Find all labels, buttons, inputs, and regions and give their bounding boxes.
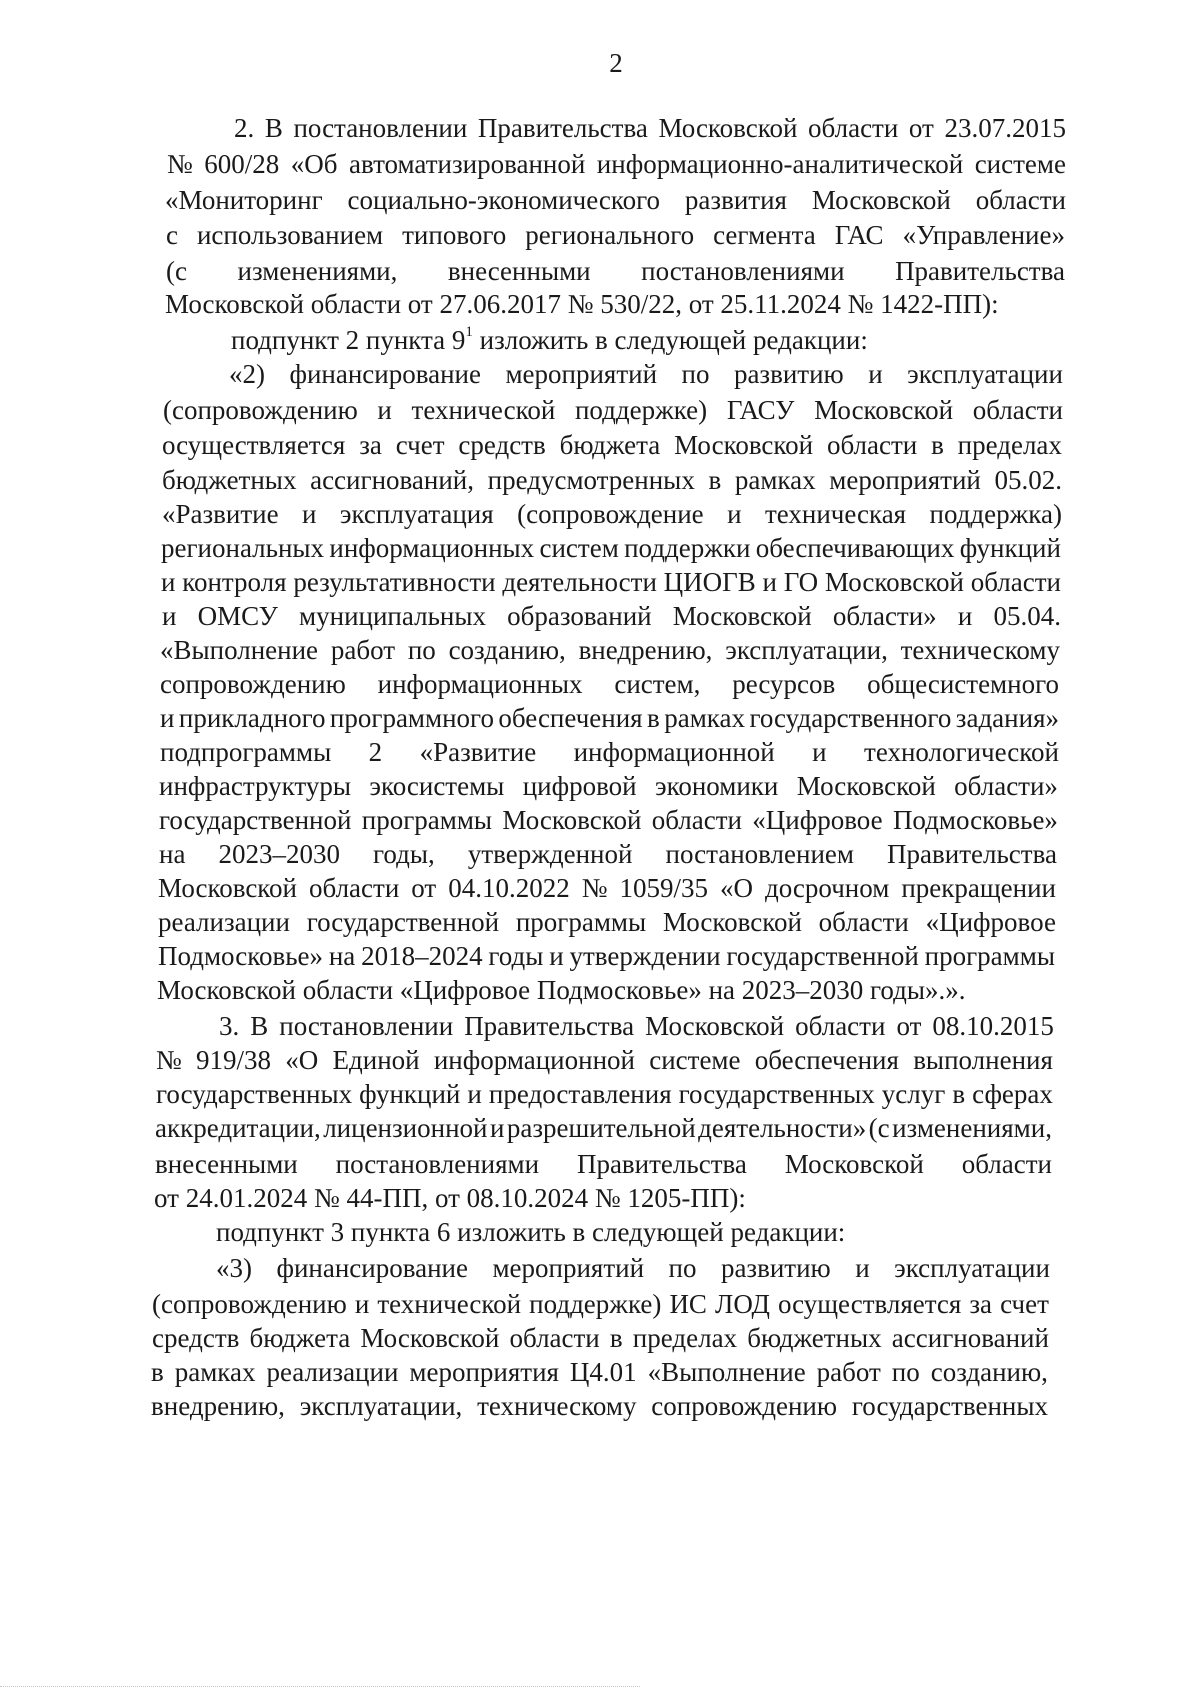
text-line: Московской области от 04.10.2022 № 1059/35 «О досрочном прекращении — [158, 873, 1056, 903]
text-line: сопровождению информационных систем, ресурсов общесистемного — [160, 669, 1059, 699]
text-line: Московской области «Цифровое Подмосковье» на 2023–2030 годы».». — [157, 975, 966, 1005]
text-line: № 919/38 «О Единой информационной системе обеспечения выполнения — [156, 1045, 1053, 1075]
text-line: внедрению, эксплуатации, техническому сопровождению государственных — [151, 1391, 1048, 1421]
text-line: от 24.01.2024 № 44-ПП, от 08.10.2024 № 1205-ПП): — [154, 1183, 746, 1213]
text-line: государственных функций и предоставления государственных услуг в сферах — [156, 1079, 1053, 1109]
text-line: «3) финансирование мероприятий по развитию и эксплуатации — [216, 1253, 1050, 1283]
text-line: «Развитие и эксплуатация (сопровождение и техническая поддержка) — [162, 499, 1062, 529]
text-line: № 600/28 «Об автоматизированной информационно-аналитической системе — [167, 149, 1066, 179]
text-line: (с изменениями, внесенными постановлениями Правительства — [166, 256, 1065, 286]
text-line: 3. В постановлении Правительства Московской области от 08.10.2015 — [219, 1011, 1054, 1041]
superscript: 1 — [465, 324, 473, 340]
text-line: внесенными постановлениями Правительства Московской области — [155, 1149, 1052, 1179]
text-line: (сопровождению и технической поддержке) ГАСУ Московской области — [163, 395, 1063, 425]
text-line: бюджетных ассигнований, предусмотренных в рамках мероприятий 05.02. — [162, 465, 1062, 495]
text-line: средств бюджета Московской области в пределах бюджетных ассигнований — [152, 1323, 1049, 1353]
text-line: и ОМСУ муниципальных образований Московской области» и 05.04. — [162, 601, 1061, 631]
text-line: с использованием типового регионального сегмента ГАС «Управление» — [166, 220, 1065, 250]
footer-scan-artifact — [0, 1686, 640, 1688]
text-line: и контроля результативности деятельности ЦИОГВ и ГО Московской области — [161, 567, 1061, 597]
text-line-subpoint: подпункт 3 пункта 6 изложить в следующей редакции: — [216, 1217, 846, 1247]
text-line: региональных информационных систем поддержки обеспечивающих функций — [161, 533, 1061, 563]
text-line: государственной программы Московской области «Цифровое Подмосковье» — [159, 805, 1058, 835]
text-line: (сопровождению и технической поддержке) ИС ЛОД осуществляется за счет — [152, 1289, 1049, 1319]
text-line: Подмосковье» на 2018–2024 годы и утверждении государственной программы — [158, 941, 1055, 971]
text-line: «2) финансирование мероприятий по развитию и эксплуатации — [229, 359, 1063, 389]
text-line: «Мониторинг социально-экономического развития Московской области — [165, 185, 1066, 215]
text-line-subpoint: подпункт 2 пункта $9^1$ изложить в следующей редакции: — [231, 324, 868, 355]
text-line: подпрограммы 2 «Развитие информационной и технологической — [160, 737, 1059, 767]
text-line: осуществляется за счет средств бюджета Московской области в пределах — [162, 430, 1062, 460]
text-line: Московской области от 27.06.2017 № 530/22, от 25.11.2024 № 1422-ПП): — [165, 289, 999, 319]
text-line: на 2023–2030 годы, утвержденной постановлением Правительства — [159, 839, 1057, 869]
text-line: инфраструктуры экосистемы цифровой экономики Московской области» — [159, 771, 1058, 801]
text-line: реализации государственной программы Московской области «Цифровое — [158, 907, 1056, 937]
text-line: «Выполнение работ по созданию, внедрению, эксплуатации, техническому — [160, 635, 1060, 665]
text-line: в рамках реализации мероприятия Ц4.01 «Выполнение работ по созданию, — [151, 1357, 1048, 1387]
text-line: аккредитации, лицензионной и разрешительной деятельности» (с изменениями, — [155, 1113, 1052, 1143]
page-number: 2 — [609, 48, 623, 78]
text-line: и прикладного программного обеспечения в рамках государственного задания» — [160, 703, 1059, 733]
text-line: 2. В постановлении Правительства Московской области от 23.07.2015 — [234, 113, 1066, 143]
